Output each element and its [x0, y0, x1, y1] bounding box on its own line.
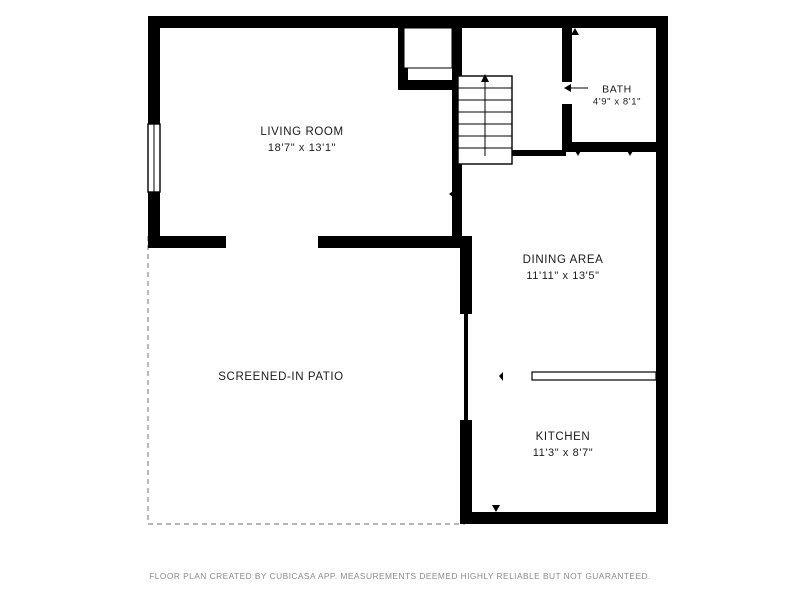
top-wall-openings — [404, 28, 452, 68]
staircase — [458, 74, 512, 164]
room-name: LIVING ROOM — [260, 125, 344, 138]
room-dimensions: 18'7" x 13'1" — [267, 141, 337, 154]
kitchen-counter — [532, 372, 656, 380]
room-label-bath — [593, 83, 641, 110]
room-name: BATH — [602, 83, 632, 96]
room-dimensions: 4'9" x 8'1" — [592, 96, 642, 108]
room-label-dining-area — [523, 253, 604, 283]
room-name: SCREENED-IN PATIO — [218, 371, 344, 384]
room-name: DINING AREA — [522, 253, 604, 266]
room-name: KITCHEN — [535, 430, 591, 443]
room-label-living-room — [260, 125, 343, 155]
room-dimensions: 11'11" x 13'5" — [526, 269, 600, 282]
disclaimer-text: FLOOR PLAN CREATED BY CUBICASA APP. MEASUREMENTS DEEMED HIGHLY RELIABLE BUT NOT GUARANTEED. — [149, 571, 651, 581]
room-label-kitchen — [533, 430, 594, 460]
room-label-screened-in-patio — [218, 370, 343, 386]
living-room-window — [148, 124, 160, 192]
room-dimensions: 11'3" x 8'7" — [532, 446, 594, 459]
